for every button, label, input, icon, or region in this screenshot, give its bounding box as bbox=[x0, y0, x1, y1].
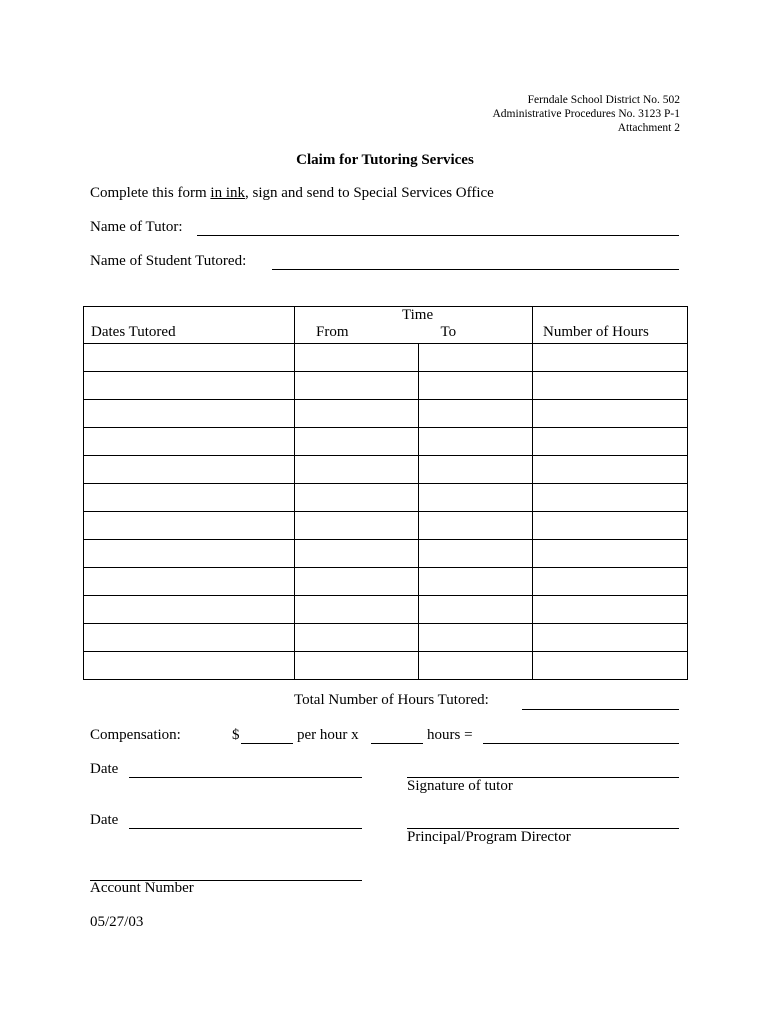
cell-hours[interactable] bbox=[533, 344, 688, 372]
table-row bbox=[84, 512, 688, 540]
header-dates-tutored bbox=[84, 307, 295, 344]
total-hours-field[interactable] bbox=[522, 709, 679, 710]
cell-to[interactable] bbox=[419, 624, 533, 652]
header-time-label: Time bbox=[402, 307, 434, 323]
cell-date[interactable] bbox=[84, 400, 295, 428]
district-name: Ferndale School District No. 502 bbox=[527, 94, 680, 106]
total-hours-label: Total Number of Hours Tutored: bbox=[294, 692, 489, 708]
revision-date: 05/27/03 bbox=[90, 914, 144, 930]
compensation-total-field[interactable] bbox=[483, 743, 679, 744]
cell-date[interactable] bbox=[84, 456, 295, 484]
procedure-number: Administrative Procedures No. 3123 P-1 bbox=[492, 108, 680, 120]
table-row bbox=[84, 428, 688, 456]
student-name-label: Name of Student Tutored: bbox=[90, 253, 247, 269]
rate-field[interactable] bbox=[241, 743, 293, 744]
cell-hours[interactable] bbox=[533, 512, 688, 540]
table-row bbox=[84, 568, 688, 596]
table-row bbox=[84, 540, 688, 568]
header-number-of-hours bbox=[533, 307, 688, 344]
cell-from[interactable] bbox=[295, 400, 419, 428]
cell-date[interactable] bbox=[84, 372, 295, 400]
hours-equals-label: hours = bbox=[427, 727, 473, 743]
cell-from[interactable] bbox=[295, 428, 419, 456]
instructions-in-ink: in ink bbox=[210, 185, 245, 201]
tutoring-log-table bbox=[83, 306, 688, 680]
cell-date[interactable] bbox=[84, 568, 295, 596]
cell-date[interactable] bbox=[84, 624, 295, 652]
cell-from[interactable] bbox=[295, 372, 419, 400]
cell-from[interactable] bbox=[295, 512, 419, 540]
compensation-label: Compensation: bbox=[90, 727, 181, 743]
instructions bbox=[90, 185, 494, 202]
cell-to[interactable] bbox=[419, 400, 533, 428]
student-name-field[interactable] bbox=[272, 269, 679, 270]
cell-hours[interactable] bbox=[533, 428, 688, 456]
cell-from[interactable] bbox=[295, 596, 419, 624]
cell-from[interactable] bbox=[295, 484, 419, 512]
cell-to[interactable] bbox=[419, 484, 533, 512]
instructions-end: , sign and send to Special Services Office bbox=[245, 185, 494, 201]
cell-to[interactable] bbox=[419, 652, 533, 680]
table-row bbox=[84, 372, 688, 400]
date-field-1[interactable] bbox=[129, 777, 362, 778]
cell-from[interactable] bbox=[295, 344, 419, 372]
cell-from[interactable] bbox=[295, 540, 419, 568]
cell-to[interactable] bbox=[419, 540, 533, 568]
cell-hours[interactable] bbox=[533, 540, 688, 568]
cell-hours[interactable] bbox=[533, 400, 688, 428]
cell-date[interactable] bbox=[84, 428, 295, 456]
header-to bbox=[419, 307, 533, 344]
header-dates-label: Dates Tutored bbox=[91, 324, 176, 340]
tutor-signature-label: Signature of tutor bbox=[407, 778, 513, 794]
table-header-row bbox=[84, 307, 688, 344]
per-hour-label: per hour x bbox=[297, 727, 359, 743]
cell-hours[interactable] bbox=[533, 372, 688, 400]
cell-date[interactable] bbox=[84, 344, 295, 372]
cell-hours[interactable] bbox=[533, 652, 688, 680]
table-row bbox=[84, 596, 688, 624]
principal-signature-label: Principal/Program Director bbox=[407, 829, 571, 845]
cell-hours[interactable] bbox=[533, 568, 688, 596]
form-title: Claim for Tutoring Services bbox=[296, 152, 474, 168]
cell-hours[interactable] bbox=[533, 484, 688, 512]
cell-date[interactable] bbox=[84, 596, 295, 624]
cell-hours[interactable] bbox=[533, 596, 688, 624]
cell-to[interactable] bbox=[419, 568, 533, 596]
header-from bbox=[295, 307, 434, 344]
cell-date[interactable] bbox=[84, 512, 295, 540]
cell-hours[interactable] bbox=[533, 624, 688, 652]
tutor-name-label: Name of Tutor: bbox=[90, 219, 183, 235]
hours-field[interactable] bbox=[371, 743, 423, 744]
instructions-start: Complete this form bbox=[90, 185, 211, 201]
header-from-label: From bbox=[316, 324, 349, 340]
cell-from[interactable] bbox=[295, 652, 419, 680]
cell-date[interactable] bbox=[84, 652, 295, 680]
attachment-label: Attachment 2 bbox=[617, 122, 680, 134]
cell-to[interactable] bbox=[419, 372, 533, 400]
dollar-sign: $ bbox=[232, 727, 240, 743]
table-row bbox=[84, 484, 688, 512]
date-label-2: Date bbox=[90, 812, 119, 828]
header-hours-label: Number of Hours bbox=[543, 324, 649, 340]
cell-from[interactable] bbox=[295, 568, 419, 596]
tutor-name-field[interactable] bbox=[197, 235, 679, 236]
table-row bbox=[84, 624, 688, 652]
table-row bbox=[84, 456, 688, 484]
cell-to[interactable] bbox=[419, 428, 533, 456]
cell-date[interactable] bbox=[84, 540, 295, 568]
cell-date[interactable] bbox=[84, 484, 295, 512]
header-to-label: To bbox=[440, 324, 457, 340]
cell-from[interactable] bbox=[295, 624, 419, 652]
table-row bbox=[84, 400, 688, 428]
table-row bbox=[84, 652, 688, 680]
cell-to[interactable] bbox=[419, 344, 533, 372]
cell-to[interactable] bbox=[419, 512, 533, 540]
date-label-1: Date bbox=[90, 761, 119, 777]
table-row bbox=[84, 344, 688, 372]
cell-from[interactable] bbox=[295, 456, 419, 484]
district-header bbox=[493, 93, 681, 135]
date-field-2[interactable] bbox=[129, 828, 362, 829]
account-number-label: Account Number bbox=[90, 880, 194, 896]
cell-to[interactable] bbox=[419, 596, 533, 624]
cell-hours[interactable] bbox=[533, 456, 688, 484]
cell-to[interactable] bbox=[419, 456, 533, 484]
